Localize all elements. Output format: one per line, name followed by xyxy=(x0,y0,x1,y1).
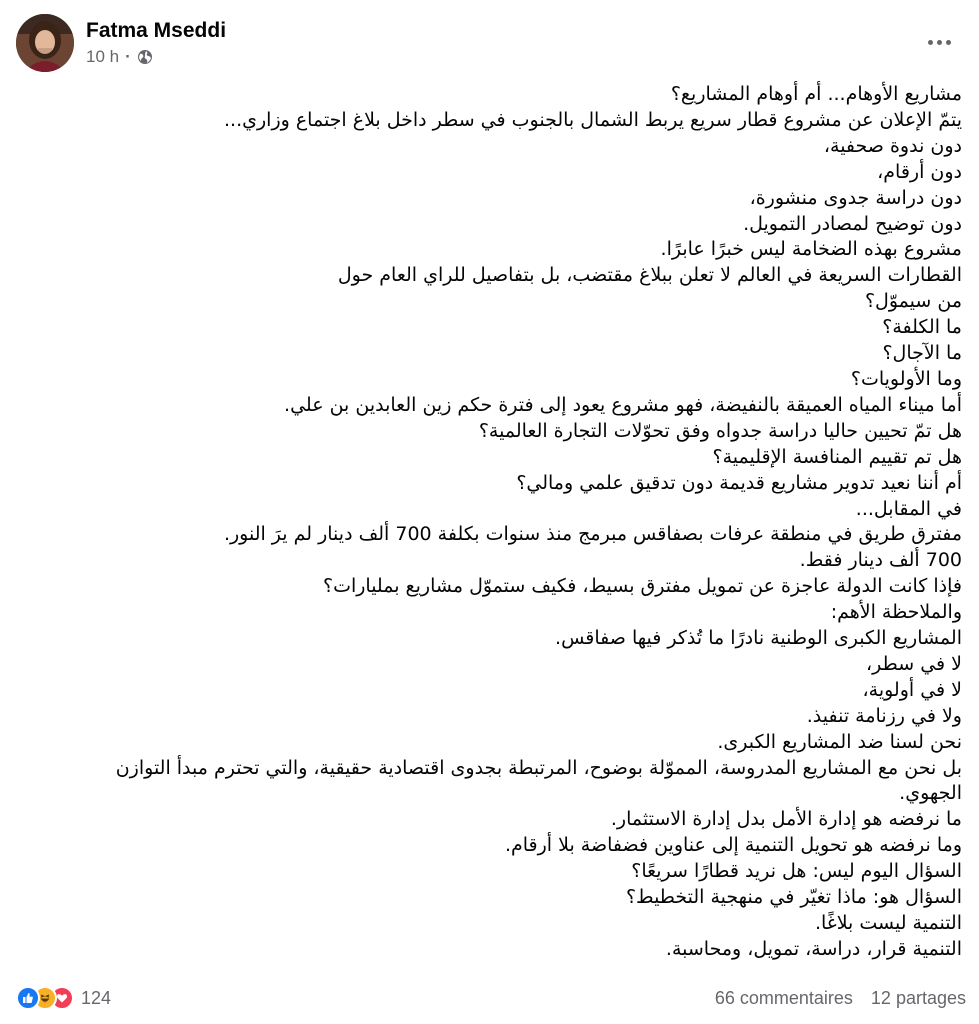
post-line: هل تمّ تحيين حاليا دراسة جدواه وفق تحوّلات التجارة العالمية؟ xyxy=(478,419,962,442)
globe-icon xyxy=(137,49,153,65)
post-meta xyxy=(86,46,153,68)
post-line: والملاحظة الأهم: xyxy=(830,601,962,624)
reactions-summary[interactable] xyxy=(16,986,111,1010)
more-dot xyxy=(937,40,942,45)
post-line: مشاريع الأوهام... أم أوهام المشاريع؟ xyxy=(670,83,962,105)
post-line: هل تم تقييم المنافسة الإقليمية؟ xyxy=(712,445,962,468)
post-line: من سيموّل؟ xyxy=(864,290,962,313)
post-line: وما نرفضه هو تحويل التنمية إلى عناوين فضفاضة بلا أرقام. xyxy=(504,834,962,857)
post-line: التنمية ليست بلاغًا. xyxy=(814,912,962,934)
post-line: مفترق طريق في منطقة عرفات بصفاقس مبرمج منذ سنوات بكلفة 700 ألف دينار لم يرَ النور. xyxy=(223,523,962,546)
post-line: التنمية قرار، دراسة، تمويل، ومحاسبة. xyxy=(665,937,962,960)
post-line: في المقابل... xyxy=(855,497,962,520)
avatar-image xyxy=(16,14,74,72)
more-dot xyxy=(946,40,951,45)
post-footer xyxy=(16,984,966,1014)
post-line: 700 ألف دينار فقط. xyxy=(799,549,962,572)
post-line: وما الأولويات؟ xyxy=(850,367,962,390)
post-line: مشروع بهذه الضخامة ليس خبرًا عابرًا. xyxy=(660,238,962,261)
post-line: السؤال هو: ماذا تغيّر في منهجية التخطيط؟ xyxy=(625,886,962,909)
post-text xyxy=(16,82,962,963)
post-line: دون ندوة صحفية، xyxy=(823,134,962,157)
post-line: نحن لسنا ضد المشاريع الكبرى. xyxy=(717,730,962,753)
engagement-stats xyxy=(697,988,966,1009)
post-line: القطارات السريعة في العالم لا تعلن ببلاغ مقتضب، بل بتفاصيل للراي العام حول xyxy=(337,264,962,287)
post-time[interactable]: 10 h xyxy=(86,47,120,66)
post-header xyxy=(16,14,966,74)
post-line: دون دراسة جدوى منشورة، xyxy=(749,186,962,209)
post-line: ما الكلفة؟ xyxy=(882,316,962,339)
post-line: بل نحن مع المشاريع المدروسة، المموّلة بوضوح، المرتبطة بجدوى اقتصادية حقيقية، والتي تحترم مبدأ التوازن xyxy=(115,756,962,779)
post-line: دون أرقام، xyxy=(877,160,962,183)
avatar[interactable] xyxy=(16,14,74,72)
more-options-button[interactable] xyxy=(922,30,956,54)
post-line: أما ميناء المياه العميقة بالنفيضة، فهو مشروع يعود إلى فترة حكم زين العابدين بن علي. xyxy=(284,393,962,416)
separator-dot: · xyxy=(125,47,131,66)
more-horizontal-icon xyxy=(928,40,933,45)
reaction-count: 124 xyxy=(81,987,112,1008)
post-line: الجهوي. xyxy=(899,782,962,805)
post-line: أم أننا نعيد تدوير مشاريع قديمة دون تدقيق علمي ومالي؟ xyxy=(516,471,962,494)
shares-count-link[interactable]: 12 partages xyxy=(870,988,966,1008)
comments-count-link[interactable]: 66 commentaires xyxy=(714,988,853,1008)
post-line: فإذا كانت الدولة عاجزة عن تمويل مفترق بسيط، فكيف ستموّل مشاريع بمليارات؟ xyxy=(322,575,962,598)
post-line: يتمّ الإعلان عن مشروع قطار سريع يربط الشمال بالجنوب في سطر داخل بلاغ اجتماع وزاري... xyxy=(224,108,962,131)
post-line: المشاريع الكبرى الوطنية نادرًا ما تُذكر فيها صفاقس. xyxy=(555,627,962,650)
post-line: لا في سطر، xyxy=(866,652,962,675)
author-name[interactable]: Fatma Mseddi xyxy=(86,19,227,42)
like-icon xyxy=(16,986,40,1010)
post-line: لا في أولوية، xyxy=(862,678,962,701)
post-line: ما نرفضه هو إدارة الأمل بدل إدارة الاستثمار. xyxy=(610,808,962,831)
post-line: ولا في رزنامة تنفيذ. xyxy=(806,704,962,727)
post-line: ما الآجال؟ xyxy=(882,342,962,365)
post-line: السؤال اليوم ليس: هل نريد قطارًا سريعًا؟ xyxy=(631,860,962,883)
post-line: دون توضيح لمصادر التمويل. xyxy=(743,212,962,235)
